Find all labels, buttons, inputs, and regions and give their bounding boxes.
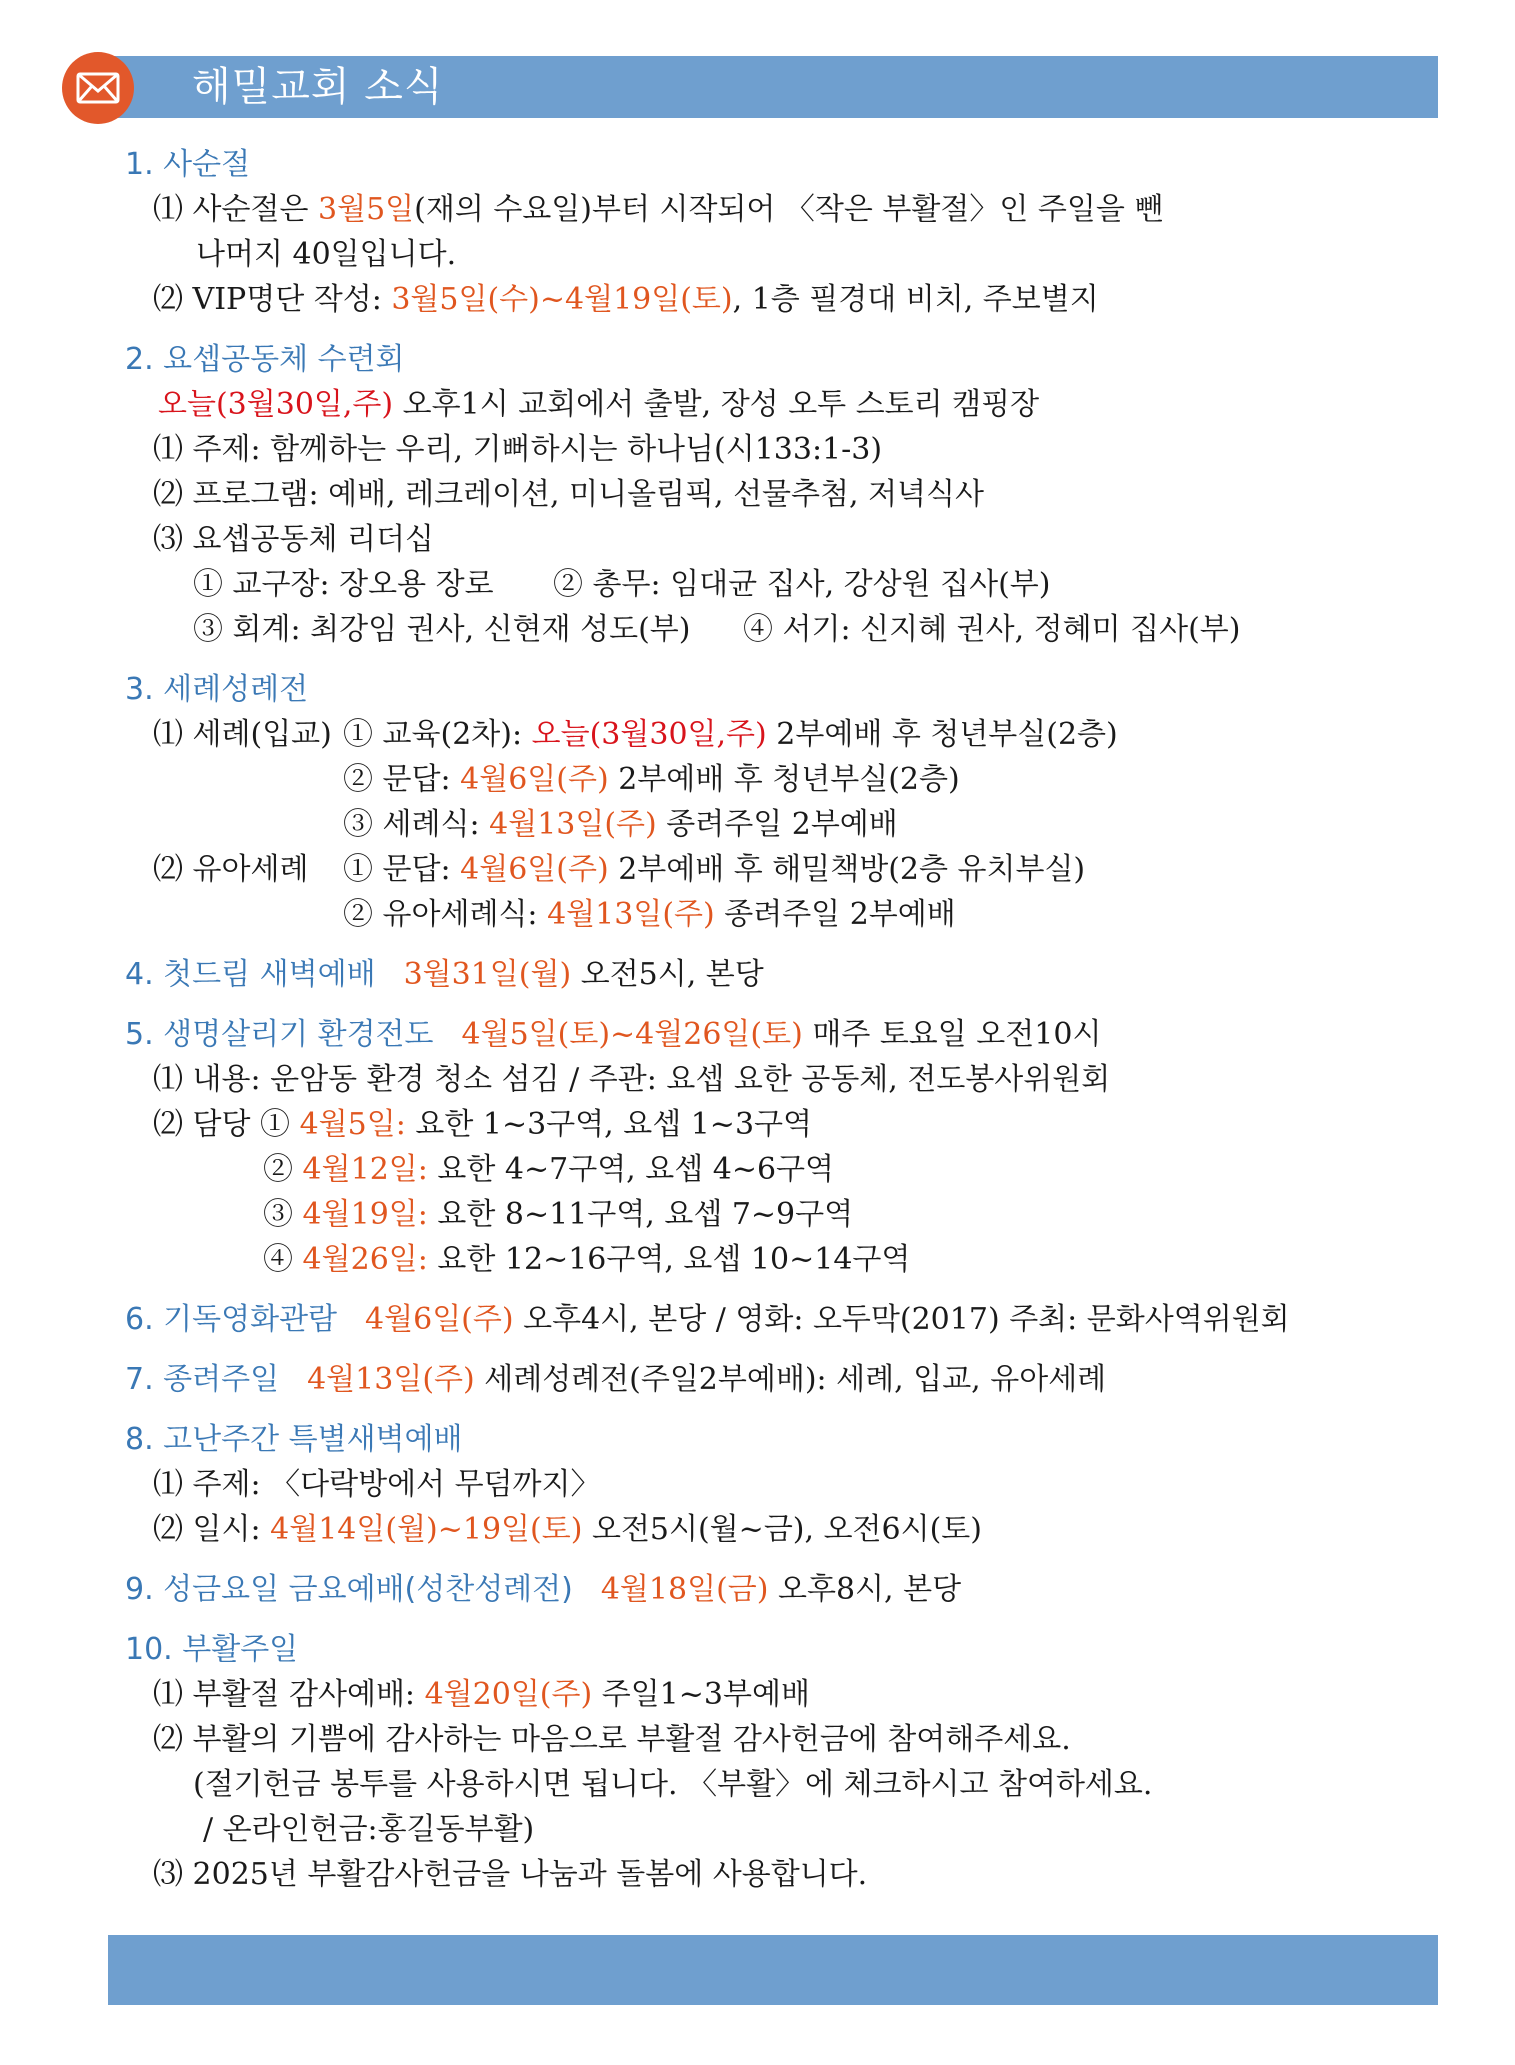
retreat-item-3: ⑶ 요셉공동체 리더십 bbox=[153, 522, 434, 557]
section-title-palm-sunday: 7. 종려주일 4월13일(주) 세례성례전(주일2부예배): 세례, 입교, 유아세례 bbox=[125, 1362, 1107, 1397]
section-title-dawn-worship: 4. 첫드림 새벽예배 3월31일(월) 오전5시, 본당 bbox=[125, 957, 764, 992]
easter-item-2-cont-2: / 온라인헌금:홍길동부활) bbox=[203, 1812, 535, 1847]
lent-item-2: ⑵ VIP명단 작성: 3월5일(수)~4월19일(토), 1층 필경대 비치, 주보별지 bbox=[153, 282, 1099, 317]
retreat-item-1: ⑴ 주제: 함께하는 우리, 기뻐하시는 하나님(시133:1-3) bbox=[153, 432, 883, 467]
baptism-item-1: ① 교육(2차): 오늘(3월30일,주) 2부예배 후 청년부실(2층) bbox=[343, 717, 1118, 752]
infant-baptism-label: ⑵ 유아세례 bbox=[153, 852, 309, 887]
easter-item-2: ⑵ 부활의 기쁨에 감사하는 마음으로 부활절 감사헌금에 참여해주세요. bbox=[153, 1722, 1071, 1757]
retreat-item-2: ⑵ 프로그램: 예배, 레크레이션, 미니올림픽, 선물추첨, 저녁식사 bbox=[153, 477, 984, 512]
section-title-environment: 5. 생명살리기 환경전도 4월5일(토)~4월26일(토) 매주 토요일 오전10시 bbox=[125, 1017, 1102, 1052]
retreat-today: 오늘(3월30일,주) 오후1시 교회에서 출발, 장성 오투 스토리 캠핑장 bbox=[158, 387, 1040, 422]
footer-bar bbox=[108, 1935, 1438, 2005]
duty-4: ④ 4월26일: 요한 12~16구역, 요셉 10~14구역 bbox=[263, 1242, 911, 1277]
section-title-movie: 6. 기독영화관람 4월6일(주) 오후4시, 본당 / 영화: 오두막(2017) 주최: 문화사역위원회 bbox=[125, 1302, 1290, 1337]
baptism-label: ⑴ 세례(입교) bbox=[153, 717, 332, 752]
leadership-1: ① 교구장: 장오용 장로 bbox=[193, 567, 494, 602]
lent-item-1-cont: 나머지 40일입니다. bbox=[196, 237, 457, 272]
lent-item-1: ⑴ 사순절은 3월5일(재의 수요일)부터 시작되어 〈작은 부활절〉인 주일을 뺀 bbox=[153, 192, 1164, 227]
leadership-4: ④ 서기: 신지혜 권사, 정혜미 집사(부) bbox=[743, 612, 1241, 647]
environment-item-1: ⑴ 내용: 운암동 환경 청소 섬김 / 주관: 요셉 요한 공동체, 전도봉사위원회 bbox=[153, 1062, 1111, 1097]
easter-item-2-cont-1: (절기헌금 봉투를 사용하시면 됩니다. 〈부활〉에 체크하시고 참여하세요. bbox=[193, 1767, 1153, 1802]
holy-week-item-1: ⑴ 주제: 〈다락방에서 무덤까지〉 bbox=[153, 1467, 601, 1502]
page-title: 해밀교회 소식 bbox=[192, 64, 444, 110]
duty-2: ② 4월12일: 요한 4~7구역, 요셉 4~6구역 bbox=[263, 1152, 835, 1187]
infant-baptism-item-1: ① 문답: 4월6일(주) 2부예배 후 해밀책방(2층 유치부실) bbox=[343, 852, 1086, 887]
duty-3: ③ 4월19일: 요한 8~11구역, 요셉 7~9구역 bbox=[263, 1197, 854, 1232]
baptism-item-3: ③ 세례식: 4월13일(주) 종려주일 2부예배 bbox=[343, 807, 898, 842]
leadership-3: ③ 회계: 최강임 권사, 신현재 성도(부) bbox=[193, 612, 691, 647]
section-title-lent: 1. 사순절 bbox=[125, 147, 251, 182]
section-title-easter: 10. 부활주일 bbox=[125, 1632, 299, 1667]
holy-week-item-2: ⑵ 일시: 4월14일(월)~19일(토) 오전5시(월~금), 오전6시(토) bbox=[153, 1512, 982, 1547]
easter-item-3: ⑶ 2025년 부활감사헌금을 나눔과 돌봄에 사용합니다. bbox=[153, 1857, 868, 1892]
envelope-icon bbox=[62, 52, 134, 124]
section-title-holy-week: 8. 고난주간 특별새벽예배 bbox=[125, 1422, 463, 1457]
section-title-good-friday: 9. 성금요일 금요예배(성찬성례전) 4월18일(금) 오후8시, 본당 bbox=[125, 1572, 962, 1607]
baptism-item-2: ② 문답: 4월6일(주) 2부예배 후 청년부실(2층) bbox=[343, 762, 960, 797]
section-title-retreat: 2. 요셉공동체 수련회 bbox=[125, 342, 405, 377]
easter-item-1: ⑴ 부활절 감사예배: 4월20일(주) 주일1~3부예배 bbox=[153, 1677, 810, 1712]
infant-baptism-item-2: ② 유아세례식: 4월13일(주) 종려주일 2부예배 bbox=[343, 897, 956, 932]
leadership-2: ② 총무: 임대균 집사, 강상원 집사(부) bbox=[553, 567, 1051, 602]
environment-item-2: ⑵ 담당 ① 4월5일: 요한 1~3구역, 요셉 1~3구역 bbox=[153, 1107, 812, 1142]
section-title-baptism: 3. 세례성례전 bbox=[125, 672, 309, 707]
